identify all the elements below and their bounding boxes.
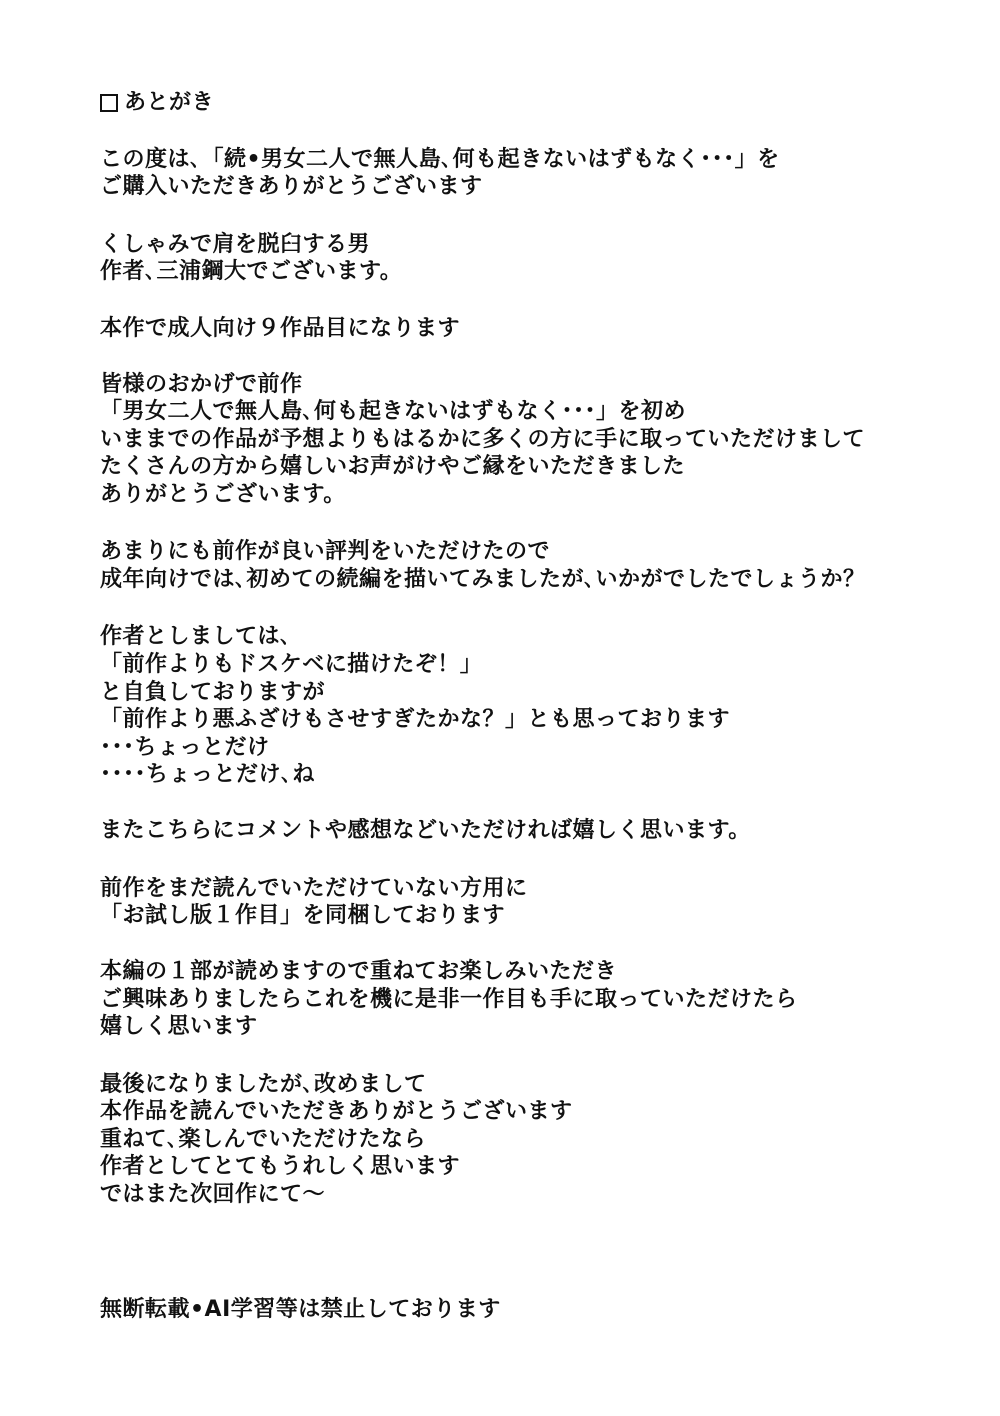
text-line: 作者､三浦鋼大でございます。: [100, 259, 403, 284]
text-line: 本作で成人向け９作品目になります: [100, 316, 461, 341]
text-line: 皆様のおかげで前作: [100, 372, 303, 397]
text-line: 「前作よりもドスケベに描けたぞ！」: [100, 652, 483, 677]
text-line: 前作をまだ読んでいただけていない方用に: [100, 876, 528, 901]
text-line: ありがとうございます。: [100, 482, 346, 507]
copyright-notice: 無断転載•AI学習等は禁止しております: [100, 1297, 501, 1322]
text-line: ご購入いただきありがとうございます: [100, 174, 483, 199]
text-line: ･･･ちょっとだけ: [100, 735, 270, 760]
text-line: 「前作より悪ふざけもさせすぎたかな？」とも思っております: [100, 707, 731, 732]
text-line: 本作品を読んでいただきありがとうございます: [100, 1099, 573, 1124]
checkbox-square-icon: [100, 94, 118, 112]
text-line: と自負しておりますが: [100, 680, 326, 705]
text-line: この度は､「続•男女二人で無人島､何も起きないはずもなく･･･」を: [100, 147, 780, 172]
text-line: 作者としましては､: [100, 624, 292, 649]
text-line: 重ねて､楽しんでいただけたなら: [100, 1127, 426, 1152]
text-line: ではまた次回作にて〜: [100, 1182, 326, 1207]
text-line: 最後になりましたが､改めまして: [100, 1072, 427, 1097]
afterword-heading: [100, 90, 214, 116]
text-line: いままでの作品が予想よりもはるかに多くの方に手に取っていただけまして: [100, 427, 866, 452]
text-line: 作者としてとてもうれしく思います: [100, 1154, 461, 1179]
text-line: 嬉しく思います: [100, 1014, 258, 1039]
text-line: あまりにも前作が良い評判をいただけたので: [100, 539, 551, 564]
text-line: ご興味ありましたらこれを機に是非一作目も手に取っていただけたら: [100, 987, 798, 1012]
text-line: またこちらにコメントや感想などいただければ嬉しく思います。: [100, 818, 751, 843]
text-line: 「お試し版１作目」を同梱しております: [100, 903, 506, 928]
text-line: 「男女二人で無人島､何も起きないはずもなく･･･」を初め: [100, 399, 687, 424]
text-line: くしゃみで肩を脱臼する男: [100, 232, 371, 257]
text-line: 本編の１部が読めますので重ねてお楽しみいただき: [100, 959, 617, 984]
text-line: ････ちょっとだけ､ね: [100, 762, 316, 787]
text-line: たくさんの方から嬉しいお声がけやご縁をいただきました: [100, 454, 686, 479]
text-line: 成年向けでは､初めての続編を描いてみましたが､いかがでしたでしょうか？: [100, 567, 866, 592]
afterword-title: あとがき: [124, 90, 215, 115]
